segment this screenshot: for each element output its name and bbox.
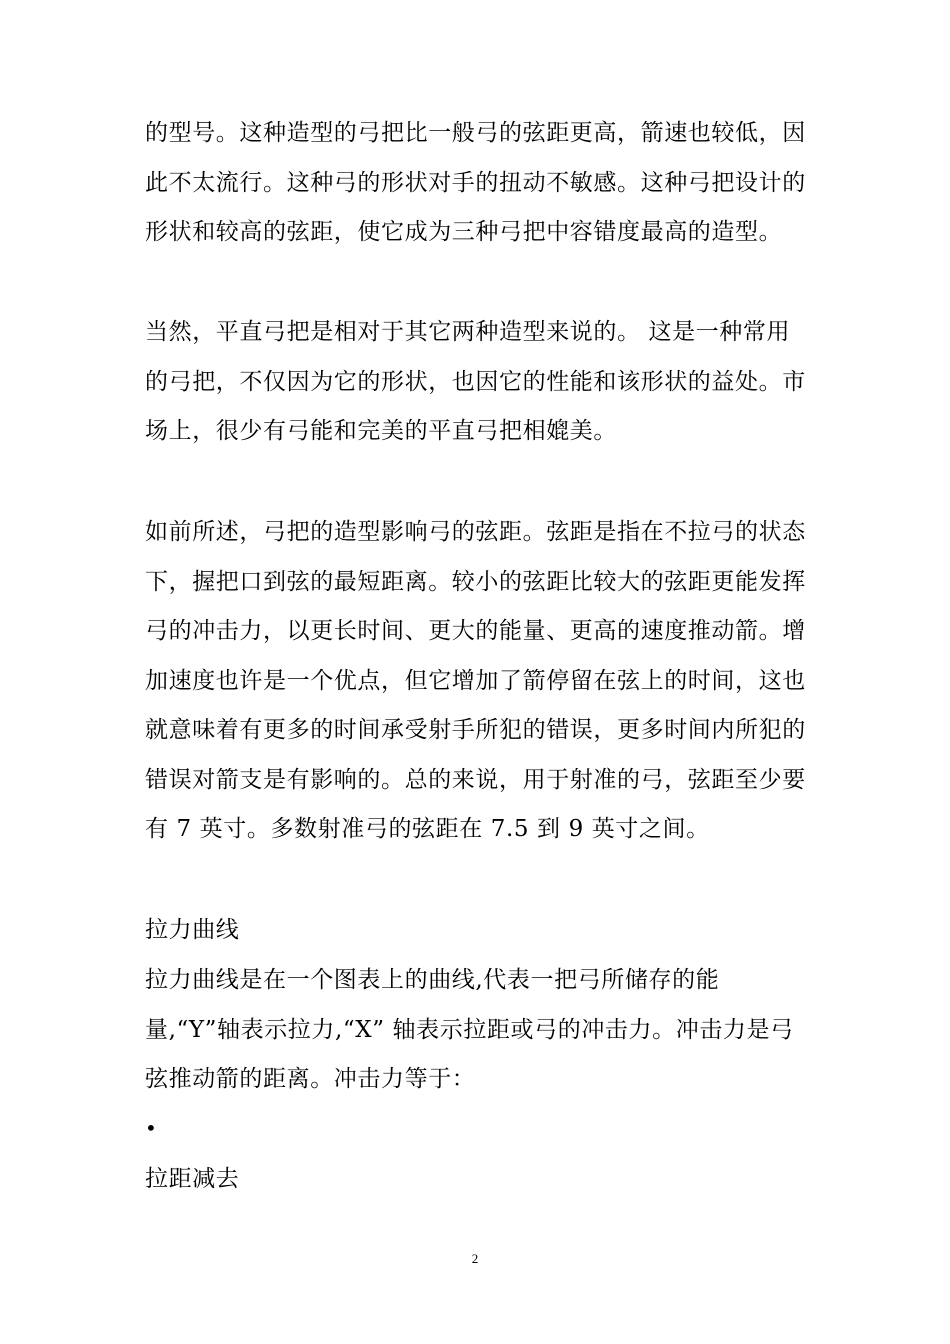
paragraph-3: 如前所述，弓把的造型影响弓的弦距。弦距是指在不拉弓的状态下，握把口到弦的最短距离。较小的弦距比较大的弦距更能发挥弓的冲击力，以更长时间、更大的能量、更高的速度推动箭。增加速度也许是一个优点，但它增加了箭停留在弦上的时间，这也就意味着有更多的时间承受射手所犯的错误，更多时间内所犯的错误对箭支是有影响的。总的来说，用于射准的弓，弦距至少要有 7 英寸。多数射准弓的弦距在 7.5 到 9 英寸之间。 (145, 519, 806, 842)
bullet-item-text: 拉距减去 (145, 1166, 240, 1192)
section-paragraph: 拉力曲线是在一个图表上的曲线,代表一把弓所储存的能量,“Y”轴表示拉力,“X” 轴表示拉距或弓的冲击力。冲击力是弓弦推动箭的距离。冲击力等于： (145, 967, 794, 1092)
page-number: 2 (471, 1251, 479, 1266)
section-heading: 拉力曲线 (145, 917, 240, 943)
bullet-point-icon: • (145, 1116, 157, 1140)
paragraph-1: 的型号。这种造型的弓把比一般弓的弦距更高，箭速也较低，因此不太流行。这种弓的形状对手的扭动不敏感。这种弓把设计的形状和较高的弦距，使它成为三种弓把中容错度最高的造型。 (145, 120, 806, 245)
paragraph-2: 当然，平直弓把是相对于其它两种造型来说的。 这是一种常用的弓把，不仅因为它的形状，也因它的性能和该形状的益处。市场上，很少有弓能和完美的平直弓把相媲美。 (145, 319, 806, 444)
